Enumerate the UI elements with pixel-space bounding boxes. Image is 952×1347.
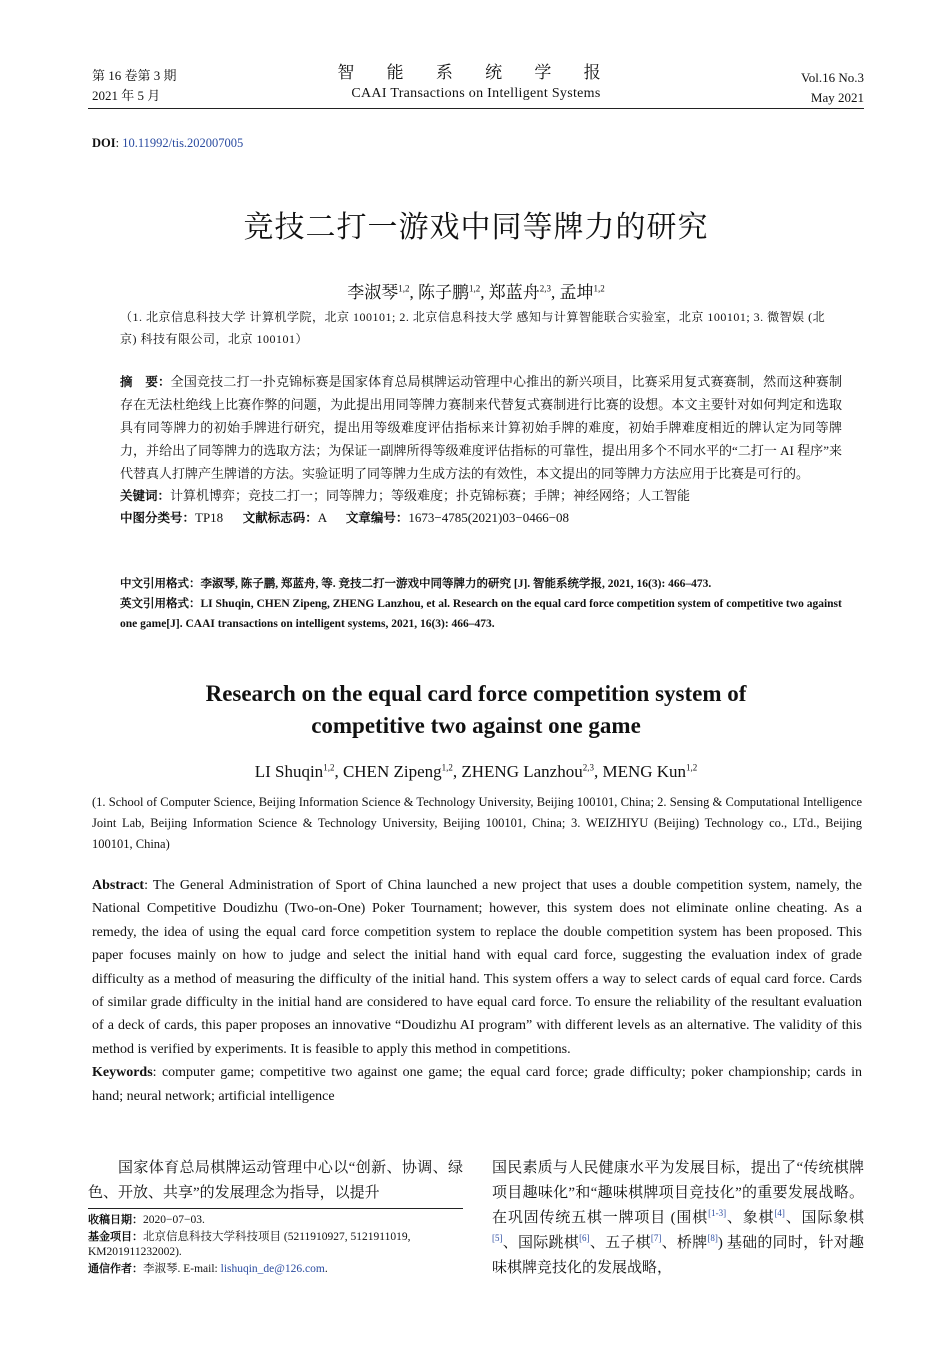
author-cn: 陈子鹏: [418, 283, 469, 302]
reference-link[interactable]: [1-3]: [708, 1208, 727, 1218]
keywords-en: : computer game; competitive two against one game; the equal card force; grade difficulty; poker championship; cards in hand; neural network; artificial intelligence: [92, 1065, 862, 1104]
title-en: [0, 678, 952, 742]
abstract-cn: [120, 370, 842, 529]
body-text: ) 基础的同时，针对趣味棋牌竞技化的发展战略，: [492, 1235, 864, 1276]
keywords-cn: 计算机博弈；竞技二打一；同等牌力；等级难度；扑克锦标赛；手牌；神经网络；人工智能: [170, 488, 691, 503]
author-sup: 1,2: [469, 283, 481, 294]
journal-name-cn: 智 能 系 统 学 报: [337, 63, 615, 82]
author-en: LI Shuqin: [254, 762, 324, 781]
fund-label: 基金项目：: [88, 1229, 143, 1243]
reference-link[interactable]: [6]: [579, 1233, 590, 1243]
article-value: 1673−4785(2021)03−0466−08: [408, 510, 570, 525]
citation-en-text: LI Shuqin, CHEN Zipeng, ZHENG Lanzhou, et al. Research on the equal card force competition system of competitive two against one game[J]. CAAI transactions on intelligent systems, 2021, 16(3): 466–473.: [120, 598, 842, 630]
reference-link[interactable]: [7]: [650, 1233, 662, 1243]
received-date: 2020−07−03.: [143, 1214, 205, 1226]
header-rule: [88, 108, 864, 109]
body-text: 、桥牌: [661, 1235, 708, 1251]
title-cn: 竞技二打一游戏中同等牌力的研究: [243, 210, 709, 245]
author-sup: 1,2: [686, 762, 698, 773]
header-date: 2021 年 5 月: [92, 88, 161, 103]
body-text: 、国际跳棋: [502, 1235, 580, 1251]
classification-line: [120, 507, 842, 529]
author-sup: 1,2: [323, 762, 335, 773]
author-en: CHEN Zipeng: [342, 762, 442, 781]
reference-link[interactable]: [4]: [774, 1208, 785, 1218]
abstract-en: [92, 874, 862, 1108]
title-en-line2: competitive two against one game: [311, 713, 641, 738]
authors-en: LI Shuqin$^{1,2}$, CHEN Zipeng$^{1,2}$, ZHENG Lanzhou$^{2,3}$, MENG Kun$^{1,2}$: [254, 762, 698, 781]
article-label: 文章编号：: [345, 510, 409, 525]
title-en-line1: Research on the equal card force competition system of: [205, 681, 747, 706]
abstract-en-label: Abstract: [92, 878, 145, 893]
body-text: 、象棋: [726, 1210, 775, 1226]
keywords-en-label: Keywords: [92, 1065, 153, 1081]
footnote-rule: [88, 1208, 463, 1209]
header-volume: 第 16 卷第 3 期: [92, 68, 177, 83]
class-label: 中图分类号：: [120, 510, 196, 525]
doc-label: 文献标志码：: [242, 510, 318, 525]
keywords-cn-label: 关键词：: [120, 488, 171, 503]
reference-link[interactable]: [8]: [707, 1233, 718, 1243]
author-sup: 2,3: [582, 762, 594, 773]
reference-link[interactable]: [5]: [492, 1233, 503, 1243]
abstract-cn-text: 全国竞技二打一扑克锦标赛是国家体育总局棋牌运动管理中心推出的新兴项目，比赛采用复式赛赛制，然而这种赛制存在无法杜绝线上比赛作弊的问题，为此提出用同等牌力赛制来代替复式赛制进行比赛的设想。本文主要针对如何判定和选取具有同等牌力的初始手牌进行研究，提出用等级难度评估指标来计算初始手牌的难度，初始手牌难度相近的牌认定为同等牌力，并给出了同等牌力的选取方法；为保证一副牌所得等级难度评估指标的可靠性，提出用多个不同水平的“二打一 AI 程序”来代替真人打牌产生牌谱的方法。实验证明了同等牌力生成方法的有效性，本文提出的同等牌力方法应用于比赛是可行的。: [120, 374, 842, 481]
footnotes: [88, 1212, 468, 1277]
body-text: 、五子棋: [589, 1235, 651, 1251]
author-sup: 1,2: [593, 283, 605, 294]
affiliations-en: (1. School of Computer Science, Beijing Information Science & Technology University, Beijing 100101, China; 2. Sensing & Computational Intelligence Joint Lab, Beijing Information Science & Technology University, Beijing 100101, China; 3. WEIZHIYU (Beijing) Technology co., LTd., Beijing 100101, China): [92, 795, 862, 851]
citation-cn-text: 李淑琴, 陈子鹏, 郑蓝舟, 等. 竞技二打一游戏中同等牌力的研究 [J]. 智能系统学报, 2021, 16(3): 466–473.: [200, 578, 712, 590]
author-cn: 李淑琴: [347, 283, 399, 302]
author-en: MENG Kun: [602, 762, 687, 781]
corr-text: 李淑琴. E-mail:: [143, 1262, 221, 1275]
fund-text: 北京信息科技大学科技项目 (5211910927, 5121911019, KM201911232002).: [88, 1230, 411, 1258]
author-sup: 2,3: [539, 283, 551, 294]
corr-label: 通信作者：: [88, 1261, 143, 1275]
affiliations-cn: （1. 北京信息科技大学 计算机学院，北京 100101; 2. 北京信息科技大学 感知与计算智能联合实验室，北京 100101; 3. 微智娱 (北京) 科技有限公司，北京 100101）: [120, 310, 826, 346]
citation-block: [120, 574, 842, 634]
author-cn: 孟坤: [559, 283, 594, 302]
header-date-en: May 2021: [810, 90, 864, 105]
abstract-cn-label: 摘 要：: [120, 374, 171, 389]
received-label: 收稿日期：: [88, 1213, 143, 1226]
author-en: ZHENG Lanzhou: [461, 762, 583, 781]
author-cn: 郑蓝舟: [488, 283, 540, 302]
body-right-column: [492, 1156, 864, 1281]
doc-value: A: [317, 510, 327, 525]
header-volume-en: [801, 68, 864, 108]
journal-name-en: CAAI Transactions on Intelligent Systems: [351, 86, 601, 101]
doi: DOI: 10.11992/tis.202007005: [92, 136, 244, 150]
doi-link[interactable]: 10.11992/tis.202007005: [122, 136, 244, 150]
citation-en-label: 英文引用格式：: [120, 598, 201, 610]
doi-label: DOI: [92, 136, 116, 150]
header-vol-en: Vol.16 No.3: [801, 70, 864, 85]
body-text: 、国际象棋: [784, 1210, 864, 1226]
corr-end: .: [324, 1262, 328, 1275]
email-link[interactable]: lishuqin_de@126.com: [220, 1262, 325, 1275]
author-sup: 1,2: [398, 283, 410, 294]
body-left-column: 国家体育总局棋牌运动管理中心以“创新、协调、绿色、开放、共享”的发展理念为指导，以提升: [88, 1160, 463, 1201]
author-sup: 1,2: [441, 762, 453, 773]
authors-cn: 李淑琴$^{1,2}$, 陈子鹏$^{1,2}$, 郑蓝舟$^{2,3}$, 孟坤$^{1,2}$: [347, 283, 605, 302]
body-text: 国民素质与人民健康水平为发展目标，提出了“传统棋牌项目趣味化”和“趣味棋牌项目竞技化”的重要发展战略。在巩固传统五棋一牌项目 (围棋: [492, 1160, 864, 1226]
citation-cn-label: 中文引用格式：: [120, 578, 201, 590]
class-value: TP18: [195, 510, 224, 525]
abstract-en-text: : The General Administration of Sport of China launched a new project that uses a double competition system, namely, the National Competitive Doudizhu (Two-on-One) Poker Tournament; however, this system does not eliminate online cheating. As a remedy, the idea of using the equal card force competition system to replace the double competition system has been proposed. This paper focuses mainly on how to judge and select the initial hand with equal card force, suggesting the evaluation index of grade difficulty as a method of measuring the difficulty of the initial hand. This system offers a way to select cards of equal card force. Cards of similar grade difficulty in the initial hand are considered to have equal card force. To ensure the reliability of the resultant evaluation of a deck of cards, this paper proposes an innovative “Doudizhu AI program” with different levels as an alternative. The validity of this method is verified by experiments. It is feasible to apply this method in competitions.: [92, 878, 862, 1057]
